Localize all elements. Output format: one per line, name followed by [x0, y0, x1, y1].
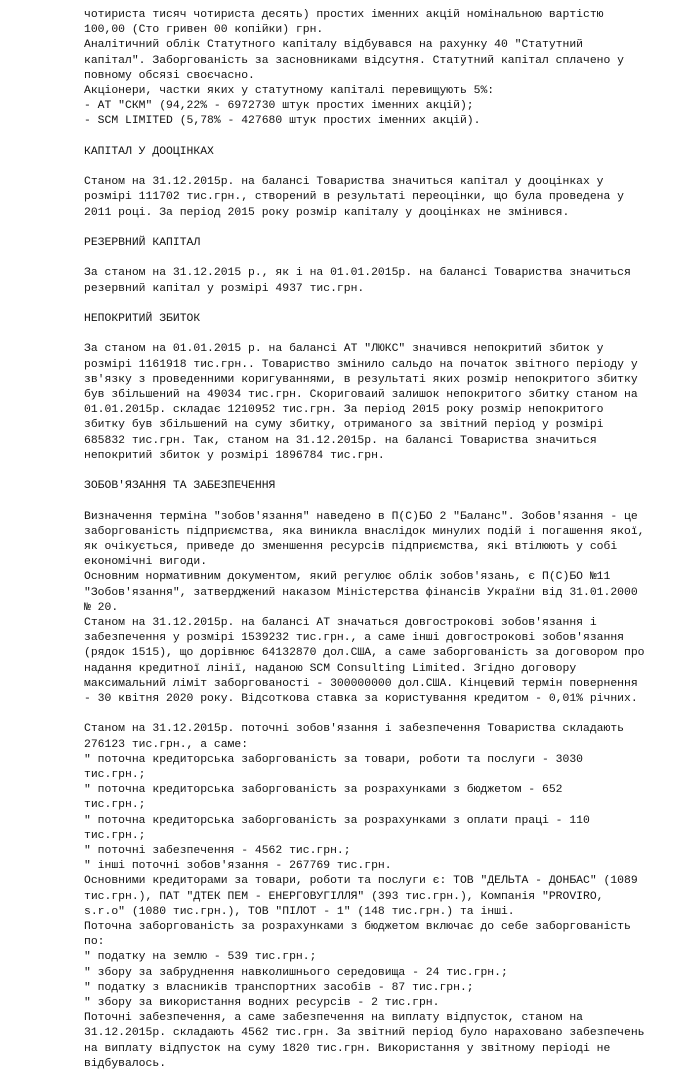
- current-liabilities-list: [84, 753, 684, 875]
- list-item: " інші поточні зобов'язання - 267769 тис.грн.: [84, 860, 392, 873]
- reserve-capital-paragraph: За станом на 31.12.2015 р., як і на 01.01.2015р. на балансі Товариства значиться резервний капітал у розмірі 4937 тис.грн.: [84, 267, 631, 295]
- current-liabilities-paragraph: Станом на 31.12.2015р. поточні зобов'язання і забезпечення Товариства складають 276123 тис.грн., а саме:: [84, 723, 625, 751]
- spacer: [84, 464, 684, 479]
- spacer: [84, 130, 684, 145]
- section-heading-uncovered-loss: НЕПОКРИТИЙ ЗБИТОК: [84, 312, 201, 325]
- creditors-paragraph: Основними кредиторами за товари, роботи та послуги є: ТОВ "ДЕЛЬТА - ДОНБАС" (1089 тис.грн.), ПАТ "ДТЕК ПЕМ - ЕНЕРГОВУГІЛЛЯ" (393 тис.грн.), Компанія "PROVIRO, s.r.o" (1080 тис.грн.), ТОВ "ПІЛОТ - 1" (148 тис.грн.) та інші. Поточна заборгованість за розрахунками з бюджетом включає до себе заборгованість по:: [84, 875, 638, 949]
- list-item: " поточна кредиторська заборгованість за розрахунками з оплати праці - 110 тис.грн.;: [84, 814, 590, 842]
- spacer: [84, 327, 684, 342]
- section-heading-liabilities: ЗОБОВ'ЯЗАННЯ ТА ЗАБЕЗПЕЧЕННЯ: [84, 480, 276, 493]
- list-item: " податку з власників транспортних засобів - 87 тис.грн.;: [84, 981, 474, 994]
- list-item: " збору за використання водних ресурсів - 2 тис.грн.: [84, 997, 440, 1010]
- liabilities-paragraph: Визначення терміна "зобов'язання" наведено в П(С)БО 2 "Баланс". Зобов'язання - це заборгованість підприємства, яка виникла внаслідок минулих подій і погашення якої, як очікується, приведе до зменшення ресурсів підприємства, які втілюють у собі економічні вигоди. Основним нормативним документом, який регулює облік зобов'язань, є П(С)БО №11 "Зобов'язання", затверджений наказом Міністерства фінансів України від 31.01.2000 № 20. Станом на 31.12.2015р. на балансі АТ значаться довгострокові зобов'язання і забезпечення у розмірі 1539232 тис.грн., а саме інші довгострокові зобов'язання (рядок 1515), що дорівнює 64132870 дол.США, а саме заборгованість за договором про надання кредитної лінії, наданою SCM Consulting Limited. Згідно договору максимальний ліміт заборгованості - 300000000 дол.США. Кінцевий термін повернення - 30 квітня 2020 року. Відсоткова ставка за користування кредитом - 0,01% річних.: [84, 510, 645, 706]
- budget-debt-list: [84, 950, 684, 1011]
- intro-paragraph: чотириста тисяч чотириста десять) простих іменних акцій номінальною вартістю 100,00 (Сто гривен 00 копійки) грн. Аналітичний облік Статутного капіталу відбувався на рахунку 40 "Статутний капітал". Заборгованість за засновниками відсутня. Статутний капітал сплачено у повному обсязі своєчасно. Акціонери, частки яких у статутному капіталі перевищують 5%: - АТ "СКМ" (94,22% - 6972730 штук простих іменних акцій); - SCM LIMITED (5,78% - 427680 штук простих іменних акцій).: [84, 9, 625, 128]
- spacer: [84, 160, 684, 175]
- uncovered-loss-paragraph: За станом на 01.01.2015 р. на балансі АТ "ЛЮКС" значився непокритий збиток у розмірі 1161918 тис.грн.. Товариство змінило сальдо на початок звітного періоду у зв'язку з проведенними коригуваннями, в результаті яких розмір непокритого збитку був збільшений на 49034 тис.грн. Скориговаий залишок непокритого збитку станом на 01.01.2015р. складає 1210952 тис.грн. За період 2015 року розмір непокритого збитку був збільшений на суму збитку, отриманого за звітний період у розмірі 685832 тис.грн. Так, станом на 31.12.2015р. на балансі Товариства значиться непокритий збиток у розмірі 1896784 тис.грн.: [84, 343, 638, 462]
- list-item: " поточна кредиторська заборгованість за розрахунками з бюджетом - 652 тис.грн.;: [84, 784, 563, 812]
- list-item: " збору за забруднення навколишнього середовища - 24 тис.грн.;: [84, 966, 508, 979]
- spacer: [84, 494, 684, 509]
- section-heading-reserve-capital: РЕЗЕРВНИЙ КАПІТАЛ: [84, 237, 201, 249]
- list-item: " поточна кредиторська заборгованість за товари, роботи та послуги - 3030 тис.грн.;: [84, 753, 583, 782]
- spacer: [84, 251, 684, 266]
- list-item: " поточні забезпечення - 4562 тис.грн.;: [84, 845, 351, 858]
- section-heading-capital-revaluation: КАПІТАЛ У ДООЦІНКАХ: [84, 145, 214, 158]
- spacer: [84, 297, 684, 312]
- capital-revaluation-paragraph: Станом на 31.12.2015р. на балансі Товариства значиться капітал у дооцінках у розмірі 111702 тис.грн., створений в результаті переоцінки, що була проведена у 2011 році. За період 2015 року розмір капіталу у дооцінках не змінився.: [84, 176, 625, 219]
- document-page: [84, 8, 684, 1072]
- spacer: [84, 221, 684, 236]
- provisions-paragraph: Поточні забезпечення, а саме забезпечення на виплату відпусток, станом на 31.12.2015р. складають 4562 тис.грн. За звітний період було нараховано забезпечень на виплату відпусток на суму 1820 тис.грн. Використання у звітному періоді не відбувалось.: [84, 1012, 645, 1070]
- spacer: [84, 707, 684, 722]
- list-item: " податку на землю - 539 тис.грн.;: [84, 951, 317, 964]
